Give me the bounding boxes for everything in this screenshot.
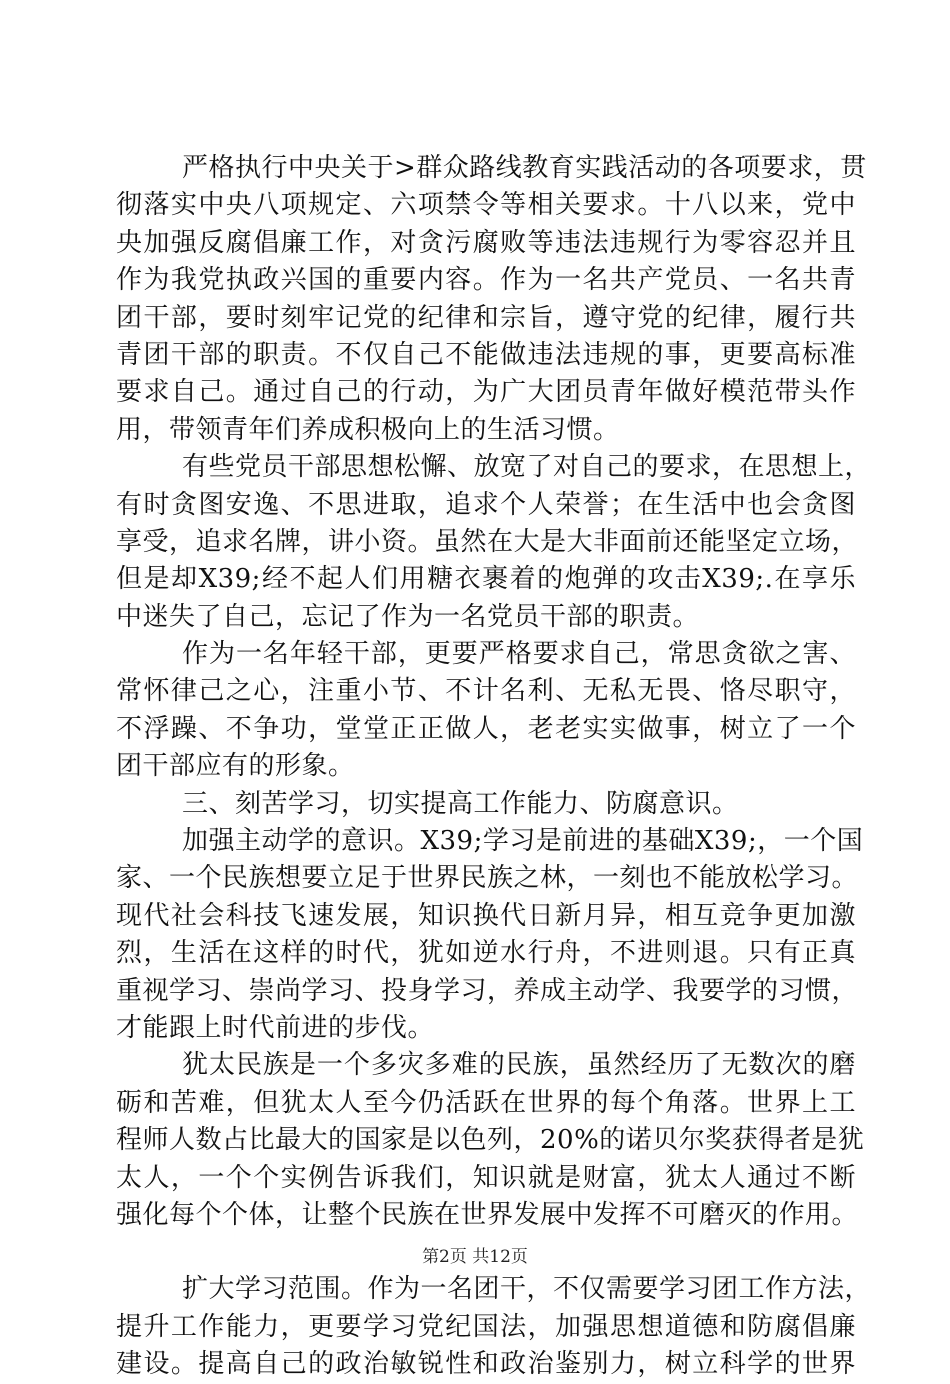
text-line: 作为我党执政兴国的重要内容。作为一名共产党员、一名共青 (116, 265, 856, 296)
text-line: 作为一名年轻干部，更要严格要求自己，常思贪欲之害、 (182, 639, 856, 670)
text-line: 用，带领青年们养成积极向上的生活习惯。 (116, 414, 620, 445)
text-line: 砺和苦难，但犹太人至今仍活跃在世界的每个角落。世界上工 (116, 1087, 856, 1118)
text-line: 严格执行中央关于>群众路线教育实践活动的各项要求，贯 (182, 153, 867, 183)
page-footer: 第2页 共12页 (422, 1247, 528, 1267)
text-line: 程师人数占比最大的国家是以色列，20%的诺贝尔奖获得者是犹 (116, 1125, 865, 1156)
text-line: 才能跟上时代前进的步伐。 (116, 1012, 435, 1043)
text-line: 建设。提高自己的政治敏锐性和政治鉴别力，树立科学的世界 (116, 1349, 856, 1380)
text-line: 家、一个民族想要立足于世界民族之林，一刻也不能放松学习。 (116, 863, 859, 894)
text-line: 烈，生活在这样的时代，犹如逆水行舟，不进则退。只有正真 (116, 938, 856, 969)
text-line: 有时贪图安逸、不思进取，追求个人荣誉；在生活中也会贪图 (116, 489, 856, 520)
text-line: 提升工作能力，更要学习党纪国法，加强思想道德和防腐倡廉 (116, 1311, 856, 1342)
text-line: 不浮躁、不争功，堂堂正正做人，老老实实做事，树立了一个 (116, 713, 856, 744)
text-line: 有些党员干部思想松懈、放宽了对自己的要求，在思想上， (182, 452, 872, 483)
text-line: 但是却X39;经不起人们用糖衣裹着的炮弹的攻击X39;.在享乐 (116, 564, 856, 595)
text-line: 团干部，要时刻牢记党的纪律和宗旨，遵守党的纪律，履行共 (116, 302, 856, 333)
text-line: 太人，一个个实例告诉我们，知识就是财富，犹太人通过不断 (116, 1162, 856, 1193)
text-line: 加强主动学的意识。X39;学习是前进的基础X39;，一个国 (182, 826, 864, 857)
document-body (116, 150, 872, 1384)
text-line: 犹太民族是一个多灾多难的民族，虽然经历了无数次的磨 (182, 1050, 856, 1081)
text-line: 三、刻苦学习，切实提高工作能力、防腐意识。 (182, 788, 739, 819)
text-line: 央加强反腐倡廉工作，对贪污腐败等违法违规行为零容忍并且 (116, 227, 856, 258)
text-line: 团干部应有的形象。 (116, 751, 355, 782)
text-line: 要求自己。通过自己的行动，为广大团员青年做好模范带头作 (116, 377, 856, 408)
text-line: 青团干部的职责。不仅自己不能做违法违规的事，更要高标准 (116, 339, 856, 370)
text-line: 重视学习、崇尚学习、投身学习，养成主动学、我要学的习惯， (116, 975, 859, 1006)
text-line: 中迷失了自己，忘记了作为一名党员干部的职责。 (116, 601, 700, 632)
text-line: 享受，追求名牌，讲小资。虽然在大是大非面前还能坚定立场， (116, 526, 859, 557)
text-line: 扩大学习范围。作为一名团干，不仅需要学习团工作方法， (182, 1274, 872, 1305)
text-line: 强化每个个体，让整个民族在世界发展中发挥不可磨灭的作用。 (116, 1199, 859, 1230)
text-line: 常怀律己之心，注重小节、不计名利、无私无畏、恪尽职守， (116, 676, 856, 707)
text-line: 现代社会科技飞速发展，知识换代日新月异，相互竞争更加激 (116, 900, 856, 931)
text-line: 彻落实中央八项规定、六项禁令等相关要求。十八以来，党中 (116, 190, 856, 221)
